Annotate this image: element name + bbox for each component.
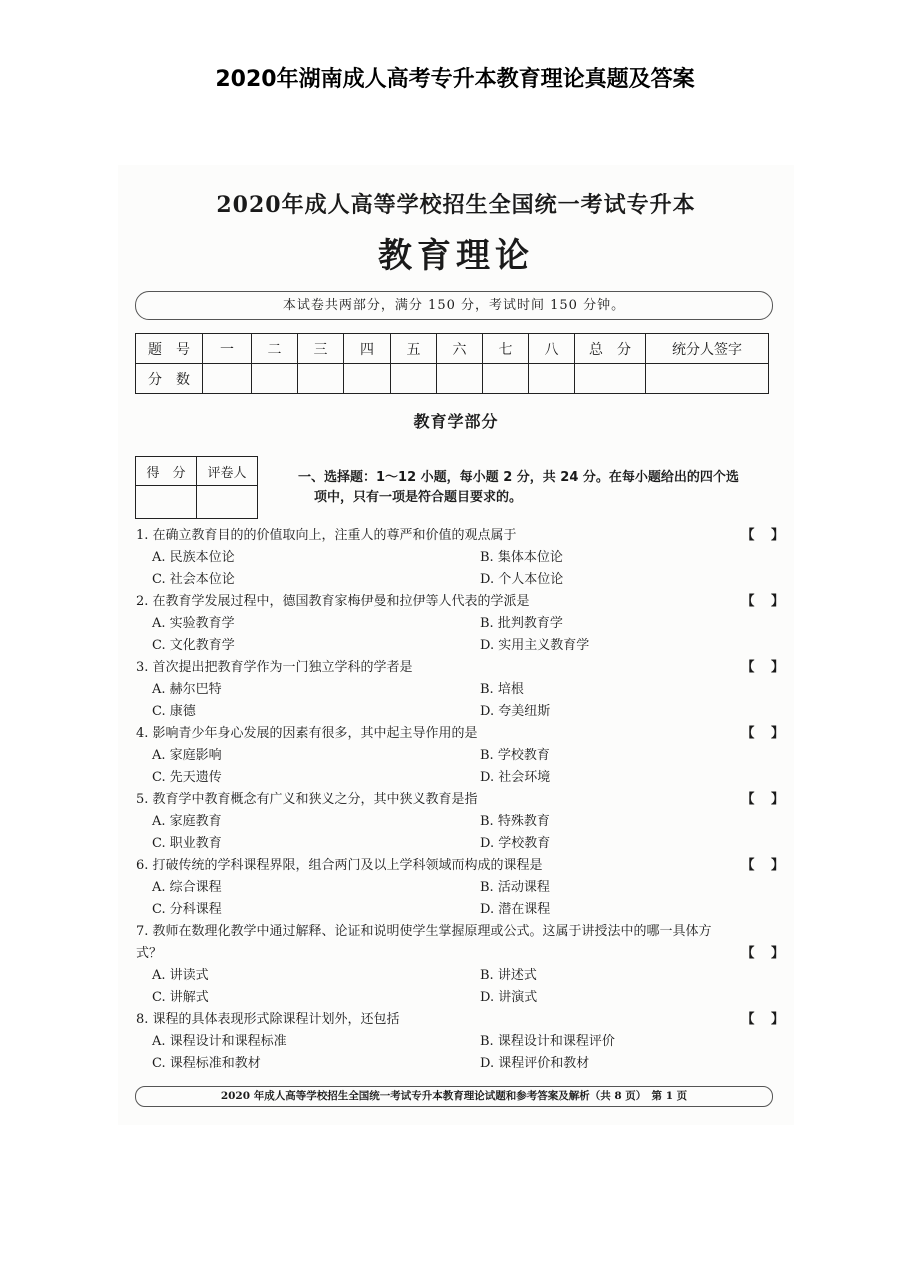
instruction-line: 一、选择题：1～12 小题，每小题 2 分，共 24 分。在每小题给出的四个选 [298, 470, 739, 485]
score-cell: 八 [529, 334, 575, 364]
question-2 [136, 591, 784, 657]
score-cell: 统分人签字 [646, 334, 769, 364]
score-cell: 一 [203, 334, 252, 364]
answer-bracket: 【 】 [741, 858, 784, 873]
score-cell: 四 [344, 334, 391, 364]
option-a: A. 赫尔巴特 [152, 682, 222, 697]
question-7 [136, 921, 784, 1009]
option-c: C. 讲解式 [152, 990, 209, 1005]
scanned-exam-page [118, 165, 794, 1125]
question-3 [136, 657, 784, 723]
question-8 [136, 1009, 784, 1075]
option-a: A. 实验教育学 [152, 616, 235, 631]
score-blank-cell [646, 364, 769, 394]
option-b: B. 学校教育 [480, 748, 550, 763]
question-6 [136, 855, 784, 921]
option-a: A. 民族本位论 [152, 550, 235, 565]
answer-bracket: 【 】 [741, 792, 784, 807]
score-cell: 五 [391, 334, 437, 364]
option-a: A. 家庭教育 [152, 814, 222, 829]
question-stem: 6. 打破传统的学科课程界限，组合两门及以上学科领域而构成的课程是 【 】 [136, 855, 784, 877]
question-list [136, 525, 784, 1075]
question-stem: 1. 在确立教育目的的价值取向上，注重人的尊严和价值的观点属于 【 】 [136, 525, 784, 547]
score-blank-cell [437, 364, 483, 394]
question-4 [136, 723, 784, 789]
option-d: D. 社会环境 [480, 770, 551, 785]
score-blank-cell [529, 364, 575, 394]
option-b: B. 培根 [480, 682, 524, 697]
score-blank-cell [298, 364, 344, 394]
grader-blank-cell [197, 486, 258, 519]
question-stem: 2. 在教育学发展过程中，德国教育家梅伊曼和拉伊等人代表的学派是 【 】 [136, 591, 784, 613]
option-a: A. 家庭影响 [152, 748, 222, 763]
score-table-header-row [136, 334, 769, 364]
option-b: B. 课程设计和课程评价 [480, 1034, 615, 1049]
option-b: B. 讲述式 [480, 968, 537, 983]
score-blank-cell [391, 364, 437, 394]
option-d: D. 课程评价和教材 [480, 1056, 590, 1071]
option-c: C. 先天遗传 [152, 770, 222, 785]
score-blank-cell [203, 364, 252, 394]
option-d: D. 潜在课程 [480, 902, 551, 917]
option-c: C. 分科课程 [152, 902, 222, 917]
score-cell: 七 [483, 334, 529, 364]
option-d: D. 夸美纽斯 [480, 704, 551, 719]
exam-header: 2020年成人高等学校招生全国统一考试专升本 [216, 192, 696, 218]
exam-subject-title: 教育理论 [378, 236, 534, 276]
answer-bracket: 【 】 [741, 1012, 784, 1027]
question-1 [136, 525, 784, 591]
question-5 [136, 789, 784, 855]
score-blank-cell [252, 364, 298, 394]
exam-notice: 本试卷共两部分，满分 150 分，考试时间 150 分钟。 [135, 291, 773, 320]
section-instruction [298, 468, 778, 508]
page-footer: 2020 年成人高等学校招生全国统一考试专升本教育理论试题和参考答案及解析（共 8 页） 第 1 页 [135, 1086, 773, 1107]
option-c: C. 康德 [152, 704, 196, 719]
answer-bracket: 【 】 [741, 594, 784, 609]
instruction-line: 项中，只有一项是符合题目要求的。 [314, 490, 523, 505]
option-d: D. 讲演式 [480, 990, 538, 1005]
score-blank-cell [575, 364, 646, 394]
question-stem: 3. 首次提出把教育学作为一门独立学科的学者是 【 】 [136, 657, 784, 679]
option-b: B. 集体本位论 [480, 550, 563, 565]
answer-bracket: 【 】 [741, 528, 784, 543]
option-c: C. 职业教育 [152, 836, 222, 851]
question-stem: 7. 教师在数理化教学中通过解释、论证和说明使学生掌握原理或公式。这属于讲授法中的哪一具体方式？ 【 】 [136, 921, 784, 965]
score-cell: 六 [437, 334, 483, 364]
score-cell: 二 [252, 334, 298, 364]
grader-score-label: 得 分 [136, 457, 197, 486]
option-c: C. 课程标准和教材 [152, 1056, 261, 1071]
option-d: D. 个人本位论 [480, 572, 564, 587]
option-a: A. 课程设计和课程标准 [152, 1034, 287, 1049]
score-blank-cell [344, 364, 391, 394]
option-b: B. 活动课程 [480, 880, 550, 895]
answer-bracket: 【 】 [741, 660, 784, 675]
score-cell: 三 [298, 334, 344, 364]
score-cell: 分 数 [136, 364, 203, 394]
score-cell: 题 号 [136, 334, 203, 364]
grader-box [135, 456, 258, 519]
grader-name-label: 评卷人 [197, 457, 258, 486]
score-table [135, 333, 769, 394]
option-a: A. 讲读式 [152, 968, 209, 983]
answer-bracket: 【 】 [741, 726, 784, 741]
section-title: 教育学部分 [413, 412, 499, 431]
answer-bracket: 【 】 [741, 946, 784, 961]
option-c: C. 社会本位论 [152, 572, 235, 587]
grader-blank-cell [136, 486, 197, 519]
question-stem: 5. 教育学中教育概念有广义和狭义之分，其中狭义教育是指 【 】 [136, 789, 784, 811]
score-table-value-row [136, 364, 769, 394]
score-cell: 总 分 [575, 334, 646, 364]
option-b: B. 特殊教育 [480, 814, 550, 829]
question-stem: 4. 影响青少年身心发展的因素有很多，其中起主导作用的是 【 】 [136, 723, 784, 745]
option-d: D. 学校教育 [480, 836, 551, 851]
question-stem: 8. 课程的具体表现形式除课程计划外，还包括 【 】 [136, 1009, 784, 1031]
option-c: C. 文化教育学 [152, 638, 235, 653]
option-d: D. 实用主义教育学 [480, 638, 590, 653]
option-a: A. 综合课程 [152, 880, 222, 895]
option-b: B. 批判教育学 [480, 616, 563, 631]
document-title: 2020年湖南成人高考专升本教育理论真题及答案 [215, 67, 695, 92]
score-blank-cell [483, 364, 529, 394]
